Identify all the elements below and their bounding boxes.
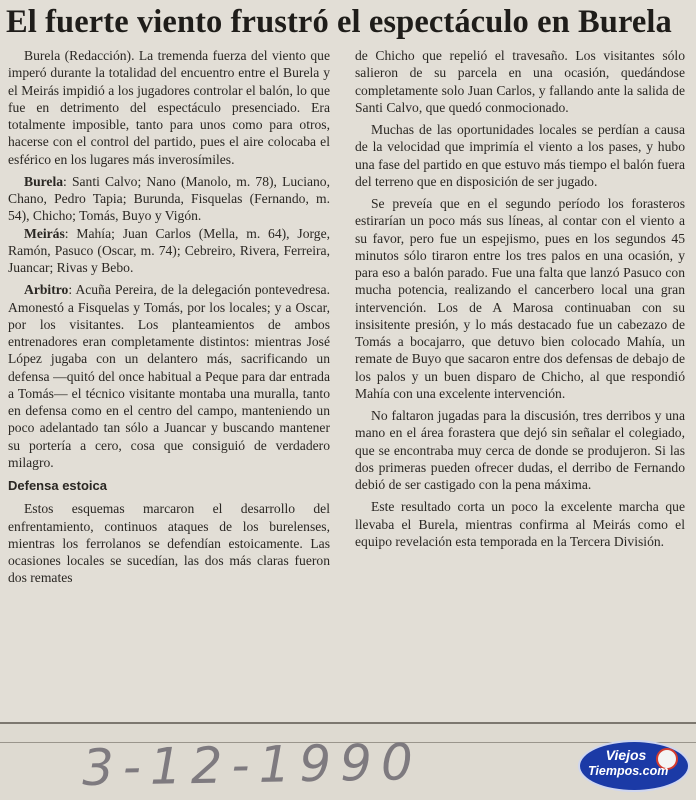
paragraph-intro: Burela (Redacción). La tremenda fuerza del viento que imperó durante la totalidad del encuentro entre el Burela y el Meirás impidió a los jugadores controlar el balón, lo que fue en detrimento del espectáculo presenciado. Era totalmente imposible, tanto para unos como para otros, hacerse con el control del partido, pues el aire colocaba el esférico en los lugares más inverosímiles. xyxy=(8,48,330,167)
site-logo[interactable] xyxy=(578,740,690,792)
paragraph-continuation: de Chicho que repelió el travesaño. Los visitantes sólo salieron de su parcela en una ocasión, quedándose completamente solo Juan Carlos, y fallando ante la salida de Santi Calvo, que quedó conmocionado. xyxy=(355,48,685,115)
logo-text-line1: Viejos xyxy=(605,747,647,763)
logo-text-line2: Tiempos.com xyxy=(588,764,669,778)
referee-label: Arbitro xyxy=(24,282,69,298)
lineup-burela-text: : Santi Calvo; Nano (Manolo, m. 78), Luciano, Chano, Pedro Tapia; Burunda, Fisquelas (Fernando, m. 54), Chicho; Tomás, Buyo y Vigón. xyxy=(8,173,330,224)
handwritten-date: 3-12-1990 xyxy=(81,733,423,797)
headline: El fuerte viento frustró el espectáculo en Burela xyxy=(6,4,672,40)
lineup-meiras-label: Meirás xyxy=(24,225,65,241)
paragraph-conclusion: Este resultado corta un poco la excelente marcha que llevaba el Burela, mientras confirma al Meirás como el equipo revelación esta temporada en la Tercera División. xyxy=(355,499,685,549)
lineup-burela-label: Burela xyxy=(24,173,64,189)
paragraph-opportunities: Muchas de las oportunidades locales se perdían a causa de la velocidad que imprimía el viento a los pases, y hubo una fase del partido en que estuvo más tiempo el balón fuera del terreno que en disposición de ser jugado. xyxy=(355,122,685,189)
referee-text: : Acuña Pereira, de la delegación pontevedresa. Amonestó a Fisquelas y Tomás, por los locales; y a Oscar, por los visitantes. Los planteamientos de ambos entrenadores eran completamente distintos: mientras José López jugaba con un delantero más, sacrificando un defensa —quitó del once habitual a Peque para dar entrada a Tomás— el técnico visitante montaba una muralla, tanto en defensa como en el centro del campo, manteniendo un poco adelantado tan sólo a Juancar y buscando mantener su portería a cero, cosa que consiguió de verdadero milagro. xyxy=(8,282,330,470)
lineup-meiras-text: : Mahía; Juan Carlos (Mella, m. 64), Jorge, Ramón, Pasuco (Oscar, m. 74); Cebreiro, Rivera, Ferreira, Juancar; Rivas y Bebo. xyxy=(8,225,330,275)
subheading: Defensa estoica xyxy=(8,478,107,493)
lineup-meiras xyxy=(8,225,330,277)
article-column-left xyxy=(8,47,330,587)
paragraph-controversy: No faltaron jugadas para la discusión, tres derribos y una mano en el área forastera que dejó sin señalar el colegiado, que se encontraba muy cerca de donde se produjeron. Si las dos primeras pueden ofrecer dudas, el derribo de Fernando debió de ser castigado con la pena máxima. xyxy=(355,408,685,492)
paragraph-second-half: Se preveía que en el segundo período los forasteros estirarían un poco más sus líneas, al contar con el viento a su favor, pero fue un espejismo, pues en los segundos 45 minutos sólo tiraron entre los tres palos en una ocasión, y para eso a balón parado. Fue una falta que lanzó Pasuco con mucha potencia, realizando el cancerbero local una gran intervención. Los de A Marosa continuaban con su insisitente presión, y lo más destacado fue un cabezazo de Tomás a bocajarro, que detuvo bien colocado Mahía, un remate de Buyo que sacaron entre dos defensas de debajo de los palos y un buen disparo de Chicho, al que respondió Mahía con una excelente intervención. xyxy=(355,196,685,401)
article-column-right xyxy=(355,47,685,550)
lineup-burela xyxy=(8,173,330,225)
referee-paragraph xyxy=(8,281,330,471)
divider-line xyxy=(0,722,696,724)
paragraph-defense: Estos esquemas marcaron el desarrollo del enfrentamiento, continuos ataques de los burelenses, mientras los ferrolanos se defendían estoicamente. Las ocasiones locales se sucedían, las dos más claras fueron dos remates xyxy=(8,501,330,586)
